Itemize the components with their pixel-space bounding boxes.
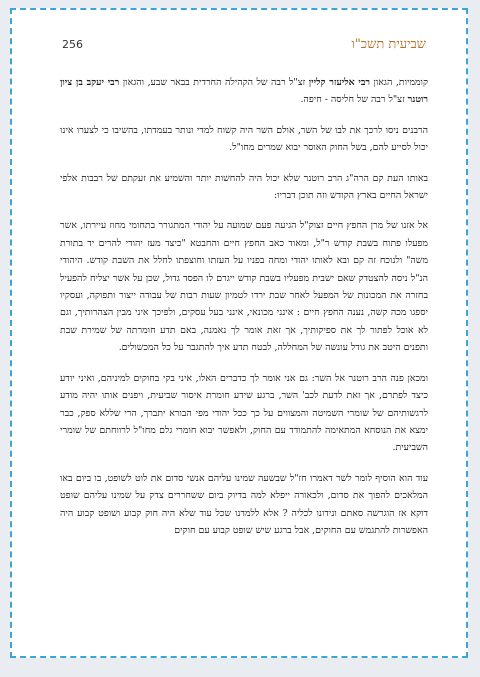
text-run: אל אזנו של מרן החפץ חיים זצוק"ל הגיעה פעם שמועה על יהודי המתגורר בתחומי מחוז עיירתו, אשר מפעלו פתוח בשבת קודש ר"ל, ומאוד כאב החפץ חיים והחבטא "כיצד מעז יהודי להרים יד בתורת משה" ולנוכח זה קם ובא לאותו יהודי ומחה בפניו על העזתו וחוצפתו לחלל את השבת קודש. היהודי הנ"ל ניסה להצטדק שאם ישבית מפעליו בשבת קודש ייגרם לו הפסד גדול, שכן על אשר יצליח להפעיל בחזרה את המכונות של המפעל לאחר שבת ירדו לטמיון שעות רבות של עבודה ייצור ותפוקה, ועסקיו יספגו מכה קשה, נענה החפץ חיים : אינני מכונאי, אינני בעל עסקים, ולפיכך איני מבין הצהרותיך, וגם לא אוכל לפתור לך את ספיקותיך, אך זאת אומר לך נאמנה, באם תדע חומרתה של שמירת שבת ותפנים היטב את גודל עונשה של המחללה, לבטח תדע איך להתגבר על כל המכשולים. xyxy=(60,220,428,354)
page-body xyxy=(60,74,428,552)
text-run: הרבנים ניסו לרכך את לבו של השר, אולם השר היה קשוח למדי ונותר בעמדתו, בהשיבו כי לצערו אינו יכול לסייע להם, בשל החוק האוסר יבוא שמרים מחו"ל. xyxy=(60,124,428,154)
paragraph xyxy=(60,470,428,540)
paragraph xyxy=(60,217,428,356)
book-page xyxy=(10,8,468,658)
text-run: זצ"ל רבה של חליסה - חיפה. xyxy=(300,94,408,106)
running-title: שביעית תשכ"ו xyxy=(351,37,426,52)
bold-name: רבי אליעזר קליין xyxy=(308,77,370,88)
paragraph xyxy=(60,370,428,457)
bold-name: רבי יעקב בן ציון רוטנר xyxy=(60,77,428,106)
paragraph xyxy=(60,170,428,205)
page-header xyxy=(62,38,426,58)
text-run: באותו העת קם הרה"ג הרב רוטנר שלא יכול היה להחשות יותר והשמיע את זעקתם של רבבות אלפי ישראל החיים בארץ הקודש וזה תוכן דבריו: xyxy=(60,172,428,202)
text-run: קוממיות, הגאון xyxy=(370,77,428,88)
paragraph xyxy=(60,122,428,157)
text-run: זצ"ל רבה של הקהילה החרדית בבאר שבע, והגאון xyxy=(119,77,309,88)
page-number: 256 xyxy=(62,38,83,51)
bottom-strip xyxy=(0,658,480,677)
paragraph xyxy=(60,74,428,109)
text-run: ומכאן פנה הרב רוטנר אל השר: גם אני אומר לך כדברים האלו, איני בקי בחוקים למיניהם, ואיני יודע כיצד לפתרם, אך זאת לדעת לכב' השר, ברגע שידע חומרת איסור שביעית, ויפנים אותו יהיה מודע לרגשותיהם של שומרי השמיטה והמצווים על כך ככל יהודי מפי הבורא יתברך, הרי שללא ספק, כבר ימצא את הנוסחא המתאימה להתמודד עם החוק, ולאפשר יבוא חומרי גלם מחו"ל לרווחתם של שומרי השביעית. xyxy=(60,372,428,454)
text-run: עוד הוא הוסיף לומר לשר דאמרו חז"ל שבשעה שמינו עליהם אנשי סדום את לוט לשופט, בו ביום באו המלאכים להפוך את סדום, ולכאורה ייפלא למה בדיוק ביום ששחררים צדק על שמינו עליהם שופט דוקא אז הוגרשה סאתם ונידונו לכליה ? אלא ללמדנו שכל עוד שלא היה חוק קבוע ושופט קבוע היה האפשרות להתגמש עם החוקים, אבל ברגע שיש שופט קבוע עם חוקים xyxy=(60,472,428,536)
